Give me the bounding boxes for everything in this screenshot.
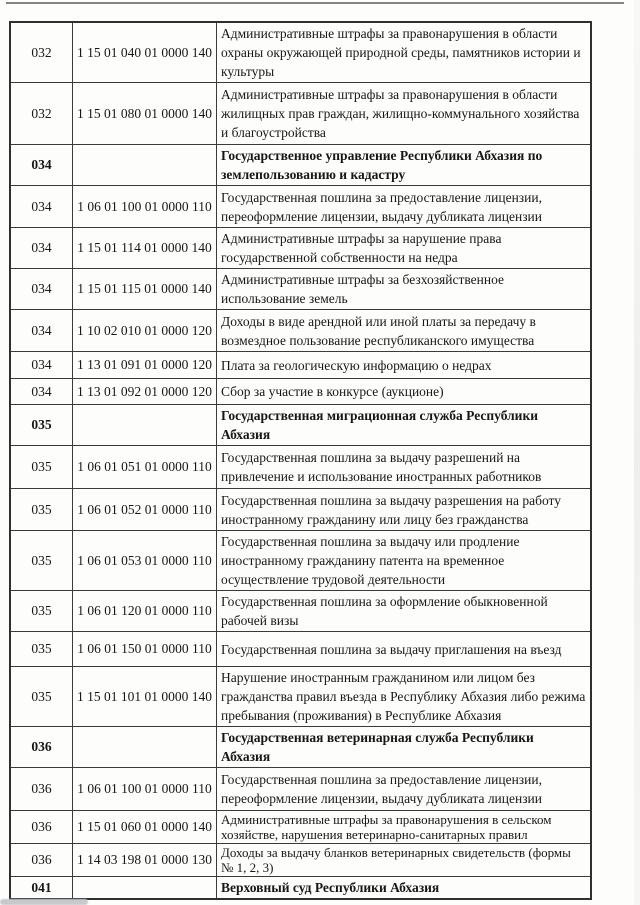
kbk-code-cell: 1 14 03 198 01 0000 130 [73,844,217,876]
table-row [11,530,590,590]
kbk-code-cell: 1 15 01 114 01 0000 140 [73,228,217,268]
kbk-code-cell: 1 15 01 115 01 0000 140 [73,269,217,309]
description-cell: Плата за геологическую информацию о недрах [221,357,492,373]
description-cell: Государственная пошлина за предоставление лицензии, переоформление лицензии, выдачу дубликата лицензии [221,189,543,224]
description-cell: Государственная пошлина за предоставление лицензии, переоформление лицензии, выдачу дубликата лицензии [221,772,543,806]
kbk-code-cell: 1 06 01 052 01 0000 110 [73,489,217,530]
agency-code-cell: 034 [11,228,73,268]
agency-code-cell: 041 [11,877,73,898]
agency-code-cell: 034 [11,186,73,227]
agency-code-cell: 032 [11,83,73,144]
agency-code-cell: 034 [11,310,73,351]
table-row [11,488,590,530]
table-row [11,843,590,876]
table-row [11,227,590,268]
description-cell: Нарушение иностранным гражданином или лицом без гражданства правил въезда в Республику Абхазия либо режима пребывания (проживания) в Республике Абхазия [221,670,586,723]
table-row [11,351,590,378]
table-row [11,268,590,309]
agency-code-cell: 035 [11,667,73,726]
description-cell: Доходы за выдачу бланков ветеринарных свидетельств (формы № 1, 2, 3) [221,845,571,875]
agency-code-cell: 034 [11,269,73,309]
description-cell: Государственная миграционная служба Республики Абхазия [221,408,539,442]
description-cell: Государственная пошлина за выдачу приглашения на въезд [221,641,562,657]
kbk-code-cell: 1 06 01 051 01 0000 110 [73,446,217,488]
kbk-code-cell: 1 06 01 120 01 0000 110 [73,591,217,631]
description-cell: Государственная пошлина за выдачу разрешений на привлечение и использование иностранных работников [221,450,542,484]
table-row [11,23,590,82]
kbk-code-cell [73,727,217,767]
agency-code-cell: 036 [11,768,73,810]
table-row [11,445,590,488]
agency-code-cell: 035 [11,591,73,631]
kbk-code-cell: 1 15 01 101 01 0000 140 [73,667,217,726]
kbk-code-cell [73,145,217,185]
agency-code-cell: 032 [11,23,73,82]
agency-code-cell: 036 [11,811,73,843]
agency-code-cell: 035 [11,446,73,488]
kbk-code-cell [73,877,217,898]
agency-code-cell: 036 [11,844,73,876]
kbk-code-cell: 1 15 01 060 01 0000 140 [73,811,217,843]
agency-code-cell: 035 [11,489,73,530]
section-header-row [11,404,590,445]
description-cell: Сбор за участие в конкурсе (аукционе) [221,384,444,399]
section-header-row [11,876,590,898]
description-cell: Административные штрафы за нарушение права государственной собственности на недра [221,231,502,265]
kbk-code-cell: 1 13 01 092 01 0000 120 [73,379,217,404]
kbk-code-cell [73,405,217,445]
kbk-code-cell: 1 15 01 080 01 0000 140 [73,83,217,144]
description-cell: Административные штрафы за правонарушения в области жилищных прав граждан, жилищно-коммунального хозяйства и благоустройства [221,87,580,140]
description-cell: Верховный суд Республики Абхазия [221,880,440,895]
agency-code-cell: 036 [11,727,73,767]
description-cell: Административные штрафы за безхозяйственное использование земель [221,272,505,306]
description-cell: Административные штрафы за правонарушения в сельском хозяйстве, нарушения ветеринарно-санитарных правил [221,812,552,842]
agency-code-cell: 034 [11,145,73,185]
scan-artifact-right-streak [634,0,640,905]
kbk-code-cell: 1 06 01 100 01 0000 110 [73,768,217,810]
scan-artifact-bottom-smudge [0,899,88,905]
description-cell: Государственная ветеринарная служба Республики Абхазия [221,730,534,764]
table-row [11,378,590,404]
kbk-code-cell: 1 10 02 010 01 0000 120 [73,310,217,351]
kbk-code-cell: 1 15 01 040 01 0000 140 [73,23,217,82]
agency-code-cell: 034 [11,352,73,378]
table-row [11,767,590,810]
description-cell: Государственное управление Республики Абхазия по землепользованию и кадастру [221,148,543,182]
table-row [11,631,590,666]
section-header-row [11,726,590,767]
scan-artifact-top-line [6,2,624,4]
description-cell: Государственная пошлина за выдачу разрешения на работу иностранному гражданину или лицу без гражданства [221,492,562,527]
description-cell: Государственная пошлина за выдачу или продление иностранному гражданину патента на временное осуществление трудовой деятельности [221,534,520,587]
kbk-code-cell: 1 06 01 150 01 0000 110 [73,632,217,666]
agency-code-cell: 035 [11,531,73,590]
agency-code-cell: 035 [11,632,73,666]
table-row [11,590,590,631]
section-header-row [11,144,590,185]
agency-code-cell: 035 [11,405,73,445]
kbk-code-cell: 1 06 01 053 01 0000 110 [73,531,217,590]
table-row [11,666,590,726]
table-row [11,309,590,351]
description-cell: Государственная пошлина за оформление обыкновенной рабочей визы [221,594,548,628]
description-cell: Доходы в виде арендной или иной платы за передачу в возмездное пользование республиканского имущества [221,313,536,348]
table-row [11,82,590,144]
description-cell: Административные штрафы за правонарушения в области охраны окружающей природной среды, памятников истории и культуры [221,26,581,79]
kbk-code-cell: 1 06 01 100 01 0000 110 [73,186,217,227]
table-row [11,810,590,843]
kbk-code-cell: 1 13 01 091 01 0000 120 [73,352,217,378]
budget-codes-table [9,21,592,900]
table-row [11,185,590,227]
agency-code-cell: 034 [11,379,73,404]
